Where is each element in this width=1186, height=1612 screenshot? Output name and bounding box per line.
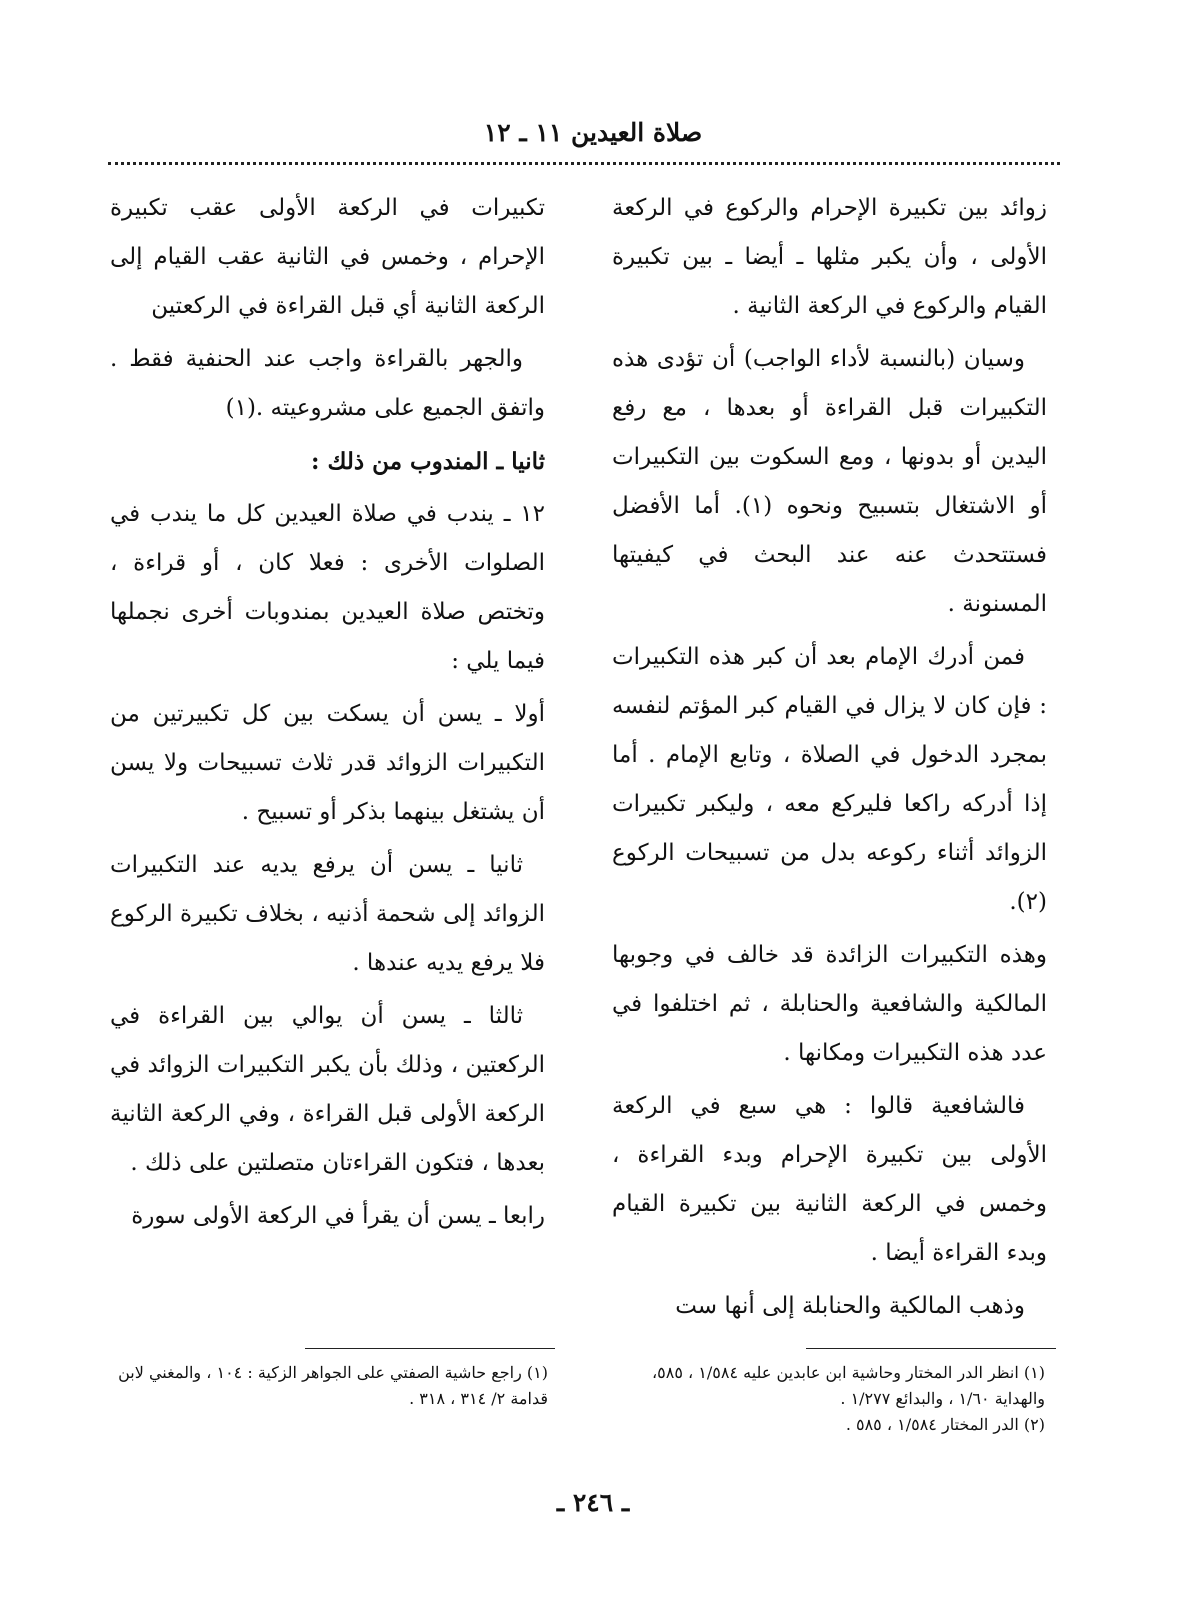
footnote: (١) انظر الدر المختار وحاشية ابن عابدين عليه ١/٥٨٤ ، ٥٨٥، والهداية ١/٦٠ ، والبدائع ١/٢٧٧ . xyxy=(652,1363,1045,1408)
paragraph: وهذه التكبيرات الزائدة قد خالف في وجوبها المالكية والشافعية والحنابلة ، ثم اختلفوا في عدد هذه التكبيرات ومكانها . xyxy=(612,942,1047,1066)
paragraph: والجهر بالقراءة واجب عند الحنفية فقط . واتفق الجميع على مشروعيته .(١) xyxy=(110,346,545,421)
paragraph: ثانيا ـ يسن أن يرفع يديه عند التكبيرات الزوائد إلى شحمة أذنيه ، بخلاف تكبيرة الركوع فلا يرفع يديه عندها . xyxy=(110,852,545,976)
page-number: ـ ٢٤٦ ـ xyxy=(556,1488,630,1517)
right-column xyxy=(612,184,1047,1335)
paragraph: رابعا ـ يسن أن يقرأ في الركعة الأولى سورة xyxy=(131,1203,545,1229)
paragraph: أولا ـ يسن أن يسكت بين كل تكبيرتين من التكبيرات الزوائد قدر ثلاث تسبيحات ولا يسن أن يشتغل بينهما بذكر أو تسبيح . xyxy=(110,701,545,825)
page-header-title: صلاة العيدين ١١ ـ ١٢ xyxy=(483,118,703,147)
footnote: (٢) الدر المختار ١/٥٨٤ ، ٥٨٥ . xyxy=(845,1415,1045,1434)
footnotes-right xyxy=(605,1360,1045,1438)
footnote-divider xyxy=(806,1348,1056,1349)
section-heading: ثانيا ـ المندوب من ذلك : xyxy=(311,448,545,475)
paragraph: فمن أدرك الإمام بعد أن كبر هذه التكبيرات : فإن كان لا يزال في القيام كبر المؤتم لنفسه بمجرد الدخول في الصلاة ، وتابع الإمام . أما إذا أدركه راكعا فليركع معه ، وليكبر تكبيرات الزوائد أثناء ركوعه بدل من تسبيحات الركوع (٢). xyxy=(612,644,1047,915)
paragraph: ١٢ ـ يندب في صلاة العيدين كل ما يندب في الصلوات الأخرى : فعلا كان ، أو قراءة ، وتختص صلاة العيدين بمندوبات أخرى نجملها فيما يلي : xyxy=(110,501,545,674)
footnote-divider xyxy=(305,1348,555,1349)
footnote: (١) راجع حاشية الصفتي على الجواهر الزكية : ١٠٤ ، والمغني لابن قدامة ٢/ ٣١٤ ، ٣١٨ . xyxy=(118,1363,548,1408)
paragraph: فالشافعية قالوا : هي سبع في الركعة الأولى بين تكبيرة الإحرام وبدء القراءة ، وخمس في الركعة الثانية بين تكبيرة القيام وبدء القراءة أيضا . xyxy=(612,1093,1047,1266)
paragraph: تكبيرات في الركعة الأولى عقب تكبيرة الإحرام ، وخمس في الثانية عقب القيام إلى الركعة الثانية أي قبل القراءة في الركعتين xyxy=(110,195,545,319)
paragraph: وذهب المالكية والحنابلة إلى أنها ست xyxy=(675,1293,1025,1319)
footnotes-left xyxy=(108,1360,548,1412)
header-divider xyxy=(108,162,1060,165)
paragraph: ثالثا ـ يسن أن يوالي بين القراءة في الركعتين ، وذلك بأن يكبر التكبيرات الزوائد في الركعة الأولى قبل القراءة ، وفي الركعة الثانية بعدها ، فتكون القراءتان متصلتين على ذلك . xyxy=(110,1003,545,1176)
paragraph: زوائد بين تكبيرة الإحرام والركوع في الركعة الأولى ، وأن يكبر مثلها ـ أيضا ـ بين تكبيرة القيام والركوع في الركعة الثانية . xyxy=(612,195,1047,319)
left-column xyxy=(110,184,545,1245)
paragraph: وسيان (بالنسبة لأداء الواجب) أن تؤدى هذه التكبيرات قبل القراءة أو بعدها ، مع رفع اليدين أو بدونها ، ومع السكوت بين التكبيرات أو الاشتغال بتسبيح ونحوه (١). أما الأفضل فستتحدث عنه عند البحث في كيفيتها المسنونة . xyxy=(612,346,1048,617)
